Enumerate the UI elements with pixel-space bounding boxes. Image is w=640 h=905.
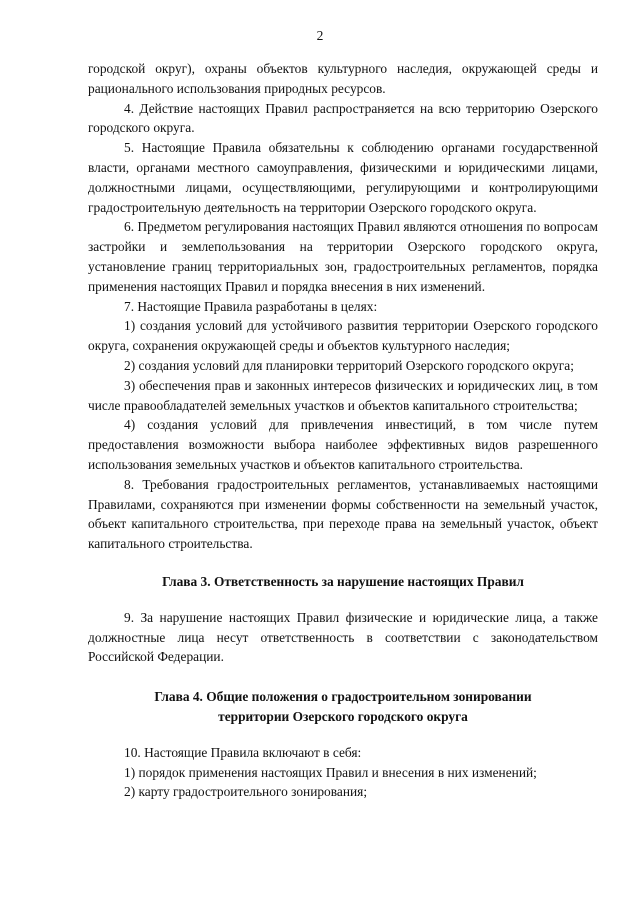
chapter-4-heading-line-2: территории Озерского городского округа <box>218 708 468 724</box>
page-number: 2 <box>316 28 324 43</box>
paragraph: 5. Настоящие Правила обязательны к соблюдению органами государственной власти, органами местного самоуправления, физическими и юридическими лицами, должностными лицами, осуществляющими, регулирующими и контролирующими градостроительную деятельность на территории Озерского городского округа. <box>88 140 598 215</box>
chapter-4-heading-line-1: Глава 4. Общие положения о градостроительном зонировании <box>154 689 532 705</box>
document-body <box>88 59 598 802</box>
paragraph: 7. Настоящие Правила разработаны в целях: <box>124 298 378 314</box>
paragraph: 6. Предметом регулирования настоящих Правил являются отношения по вопросам застройки и землепользования на территории Озерского городского округа, установление границ территориальных зон, градостроительных регламентов, порядка применения настоящих Правил и порядка внесения в них изменений. <box>88 219 598 294</box>
chapter-3-section <box>88 608 598 667</box>
paragraph: городской округ), охраны объектов культурного наследия, окружающей среды и рационального использования природных ресурсов. <box>88 61 598 96</box>
paragraph: 9. За нарушение настоящих Правил физические и юридические лица, а также должностные лица несут ответственность в соответствии с законодательством Российской Федерации. <box>88 609 598 665</box>
paragraph: 4. Действие настоящих Правил распространяется на всю территорию Озерского городского округа. <box>88 100 598 136</box>
chapter-4-section <box>88 743 598 802</box>
paragraph: 3) обеспечения прав и законных интересов физических и юридических лиц, в том числе правообладателей земельных участков и объектов капитального строительства; <box>88 377 598 413</box>
paragraphs-section <box>88 59 598 554</box>
paragraph: 2) карту градостроительного зонирования; <box>124 784 368 800</box>
paragraph: 4) создания условий для привлечения инвестиций, в том числе путем предоставления возможности выбора наиболее эффективных видов разрешенного использования земельных участков и объектов капитального строительства. <box>88 417 598 472</box>
paragraph: 8. Требования градостроительных регламентов, устанавливаемых настоящими Правилами, сохраняются при изменении формы собственности на земельный участок, объект капитального строительства, при переходе права на земельный участок, объект капитального строительства. <box>88 476 598 552</box>
paragraph: 2) создания условий для планировки территорий Озерского городского округа; <box>124 357 574 373</box>
paragraph: 1) создания условий для устойчивого развития территории Озерского городского округа, сохранения окружающей среды и объектов культурного наследия; <box>88 318 598 354</box>
chapter-3-heading: Глава 3. Ответственность за нарушение настоящих Правил <box>162 573 524 589</box>
paragraph: 1) порядок применения настоящих Правил и внесения в них изменений; <box>124 764 537 780</box>
paragraph: 10. Настоящие Правила включают в себя: <box>124 744 362 760</box>
